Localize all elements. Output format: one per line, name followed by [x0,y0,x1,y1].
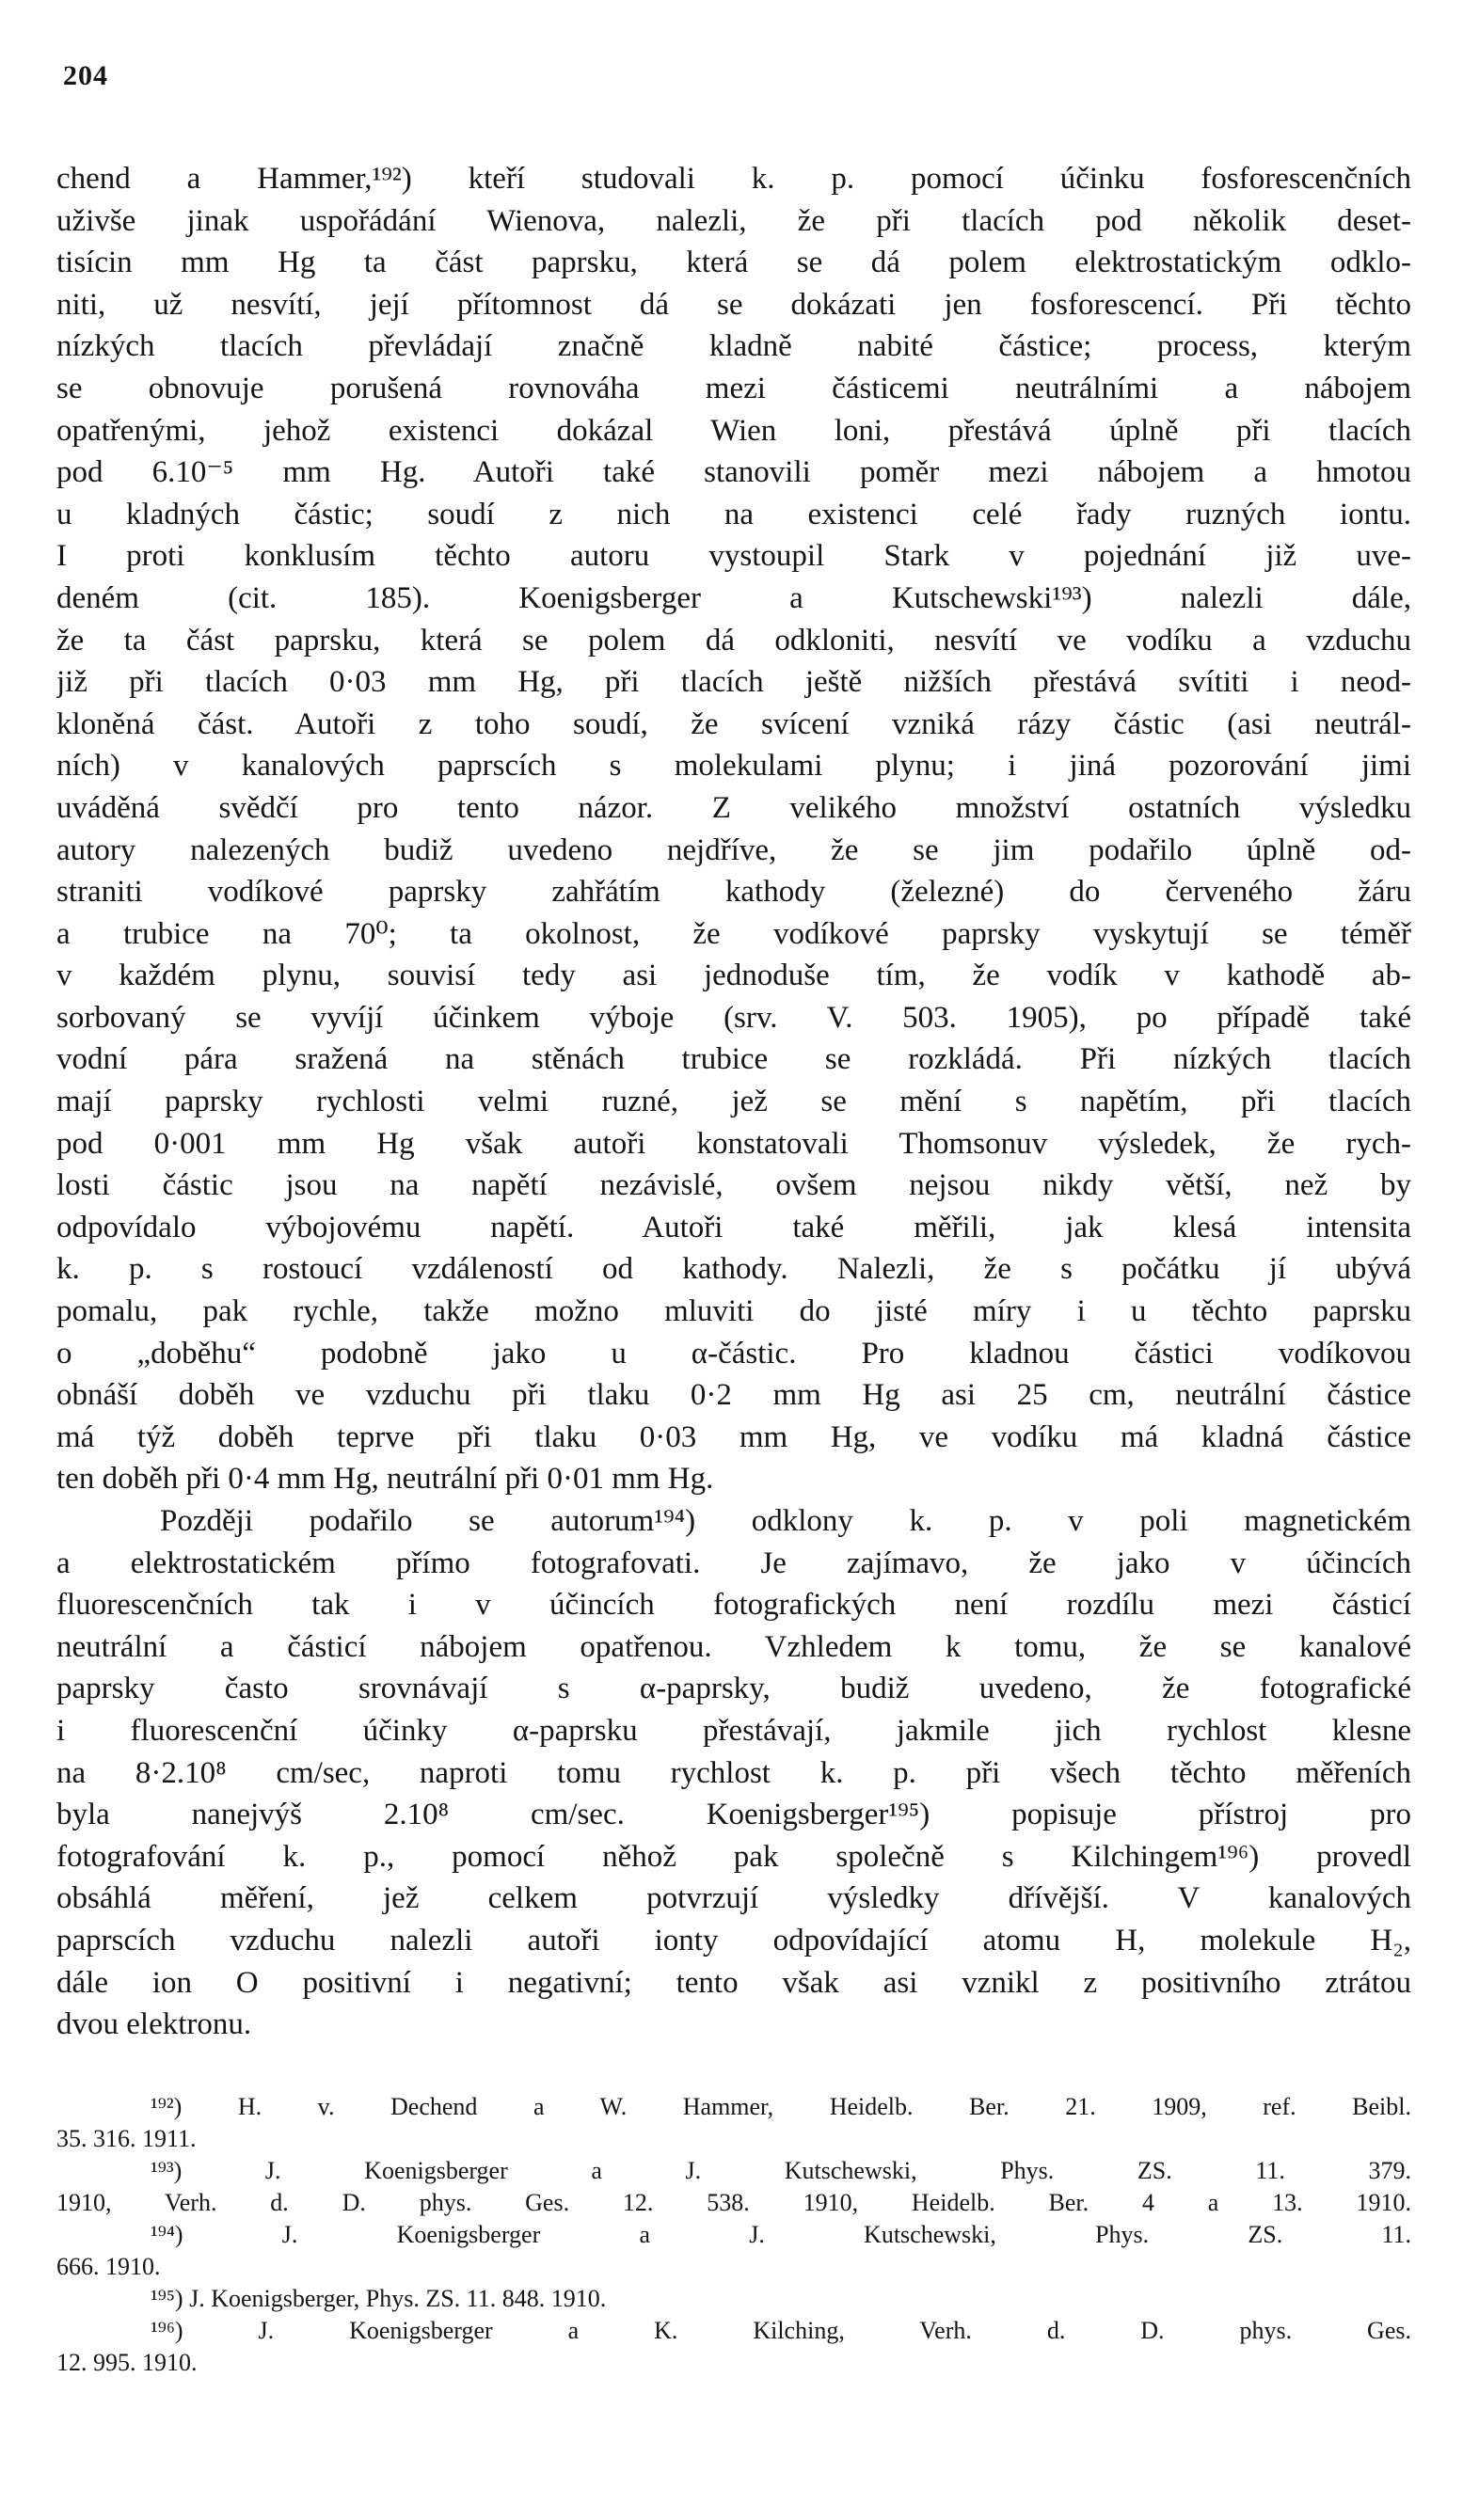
text-line: a elektrostatickém přímo fotografovati. Je zajímavo, že jako v účincích [56,1545,1411,1580]
text-line: I proti konklusím těchto autoru vystoupil Stark v pojednání již uve- [56,539,1411,574]
text-line: straniti vodíkové paprsky zahřátím kathody (železné) do červeného žáru [56,875,1411,910]
text-line: vodní pára sražená na stěnách trubice se rozkládá. Při nízkých tlacích [56,1042,1411,1077]
text-line: i fluorescenční účinky α-paprsku přestávají, jakmile jich rychlost klesne [56,1713,1411,1748]
text-line: byla nanejvýš 2.10⁸ cm/sec. Koenigsberger¹⁹⁵) popisuje přístroj pro [56,1798,1411,1832]
text-line: k. p. s rostoucí vzdáleností od kathody. Nalezli, že s počátku jí ubývá [56,1252,1411,1287]
text-line: odpovídalo výbojovému napětí. Autoři také měřili, jak klesá intensita [56,1210,1411,1244]
footnote-line: ¹⁹⁵) J. Koenigsberger, Phys. ZS. 11. 848. 1910. [151,2285,607,2312]
text-line: mají paprsky rychlosti velmi ruzné, jež se mění s napětím, při tlacích [56,1085,1411,1119]
footnotes [56,2091,1411,2379]
text-line: se obnovuje porušená rovnováha mezi částicemi neutrálními a nábojem [56,371,1411,405]
text-line: pod 6.10⁻⁵ mm Hg. Autoři také stanovili poměr mezi nábojem a hmotou [56,455,1411,490]
text-line: fluorescenčních tak i v účincích fotografických není rozdílu mezi částicí [56,1588,1411,1623]
text-line: má týž doběh teprve při tlaku 0·03 mm Hg, ve vodíku má kladná částice [56,1419,1411,1454]
text-line: uživše jinak uspořádání Wienova, nalezli, že při tlacích pod několik deset- [56,203,1411,238]
text-line: nízkých tlacích převládají značně kladně nabité částice; process, kterým [56,329,1411,364]
text-line: pomalu, pak rychle, takže možno mluviti do jisté míry i u těchto paprsku [56,1294,1411,1329]
text-line: neutrální a částicí nábojem opatřenou. Vzhledem k tomu, že se kanalové [56,1629,1411,1664]
text-line: a trubice na 70⁰; ta okolnost, že vodíkové paprsky vyskytují se téměř [56,916,1411,951]
text-line: ních) v kanalových paprscích s molekulami plynu; i jiná pozorování jimi [56,749,1411,784]
text-line: obnáší doběh ve vzduchu při tlaku 0·2 mm Hg asi 25 cm, neutrální částice [56,1378,1411,1413]
text-line: fotografování k. p., pomocí něhož pak společně s Kilchingem¹⁹⁶) provedl [56,1839,1411,1874]
text-line: že ta část paprsku, která se polem dá odkloniti, nesvítí ve vodíku a vzduchu [56,623,1411,658]
page-number: 204 [63,60,108,91]
text-line: dvou elektronu. [56,2007,252,2042]
footnote-line: ¹⁹⁴) J. Koenigsberger a J. Kutschewski, Phys. ZS. 11. [151,2221,1411,2248]
text-line: autory nalezených budiž uvedeno nejdříve, že se jim podařilo úplně od- [56,832,1411,867]
body-text [56,158,1411,2046]
footnote-line: 12. 995. 1910. [56,2349,198,2376]
footnote-line: 35. 316. 1911. [56,2125,197,2152]
text-line: uváděná svědčí pro tento názor. Z velikého množství ostatních výsledku [56,790,1411,825]
text-line: ten doběh při 0·4 mm Hg, neutrální při 0·01 mm Hg. [56,1462,714,1497]
text-line: obsáhlá měření, jež celkem potvrzují výsledky dřívější. V kanalových [56,1881,1411,1916]
text-line: u kladných částic; soudí z nich na existenci celé řady ruzných iontu. [56,497,1411,531]
text-line: paprscích vzduchu nalezli autoři ionty odpovídající atomu H, molekule H₂, [56,1923,1411,1957]
footnote-line: ¹⁹²) H. v. Dechend a W. Hammer, Heidelb. Ber. 21. 1909, ref. Beibl. [151,2093,1411,2120]
text-line: Později podařilo se autorum¹⁹⁴) odklony k. p. v poli magnetickém [160,1504,1411,1538]
footnote-line: 1910, Verh. d. D. phys. Ges. 12. 538. 1910, Heidelb. Ber. 4 a 13. 1910. [56,2189,1411,2216]
text-line: opatřenými, jehož existenci dokázal Wien loni, přestává úplně při tlacích [56,413,1411,448]
text-line: paprsky často srovnávají s α-paprsky, budiž uvedeno, že fotografické [56,1672,1411,1706]
text-line: chend a Hammer,¹⁹²) kteří studovali k. p. pomocí účinku fosforescenčních [56,162,1411,196]
text-line: již při tlacích 0·03 mm Hg, při tlacích ještě nižších přestává svítiti i neod- [56,665,1411,700]
text-line: dále ion O positivní i negativní; tento však asi vznikl z positivního ztrátou [56,1965,1411,2000]
text-line: kloněná část. Autoři z toho soudí, že svícení vzniká rázy částic (asi neutrál- [56,706,1411,741]
footnote-line: 666. 1910. [56,2253,161,2280]
text-line: pod 0·001 mm Hg však autoři konstatovali Thomsonuv výsledek, že rych- [56,1126,1411,1161]
text-line: tisícin mm Hg ta část paprsku, která se dá polem elektrostatickým odklo- [56,246,1411,280]
text-line: na 8·2.10⁸ cm/sec, naproti tomu rychlost k. p. při všech těchto měřeních [56,1755,1411,1790]
text-line: niti, už nesvítí, její přítomnost dá se dokázati jen fosforescencí. Při těchto [56,287,1411,322]
text-line: v každém plynu, souvisí tedy asi jednoduše tím, že vodík v kathodě ab- [56,959,1411,993]
text-line: o „doběhu“ podobně jako u α-částic. Pro kladnou částici vodíkovou [56,1336,1411,1371]
text-line: losti částic jsou na napětí nezávislé, ovšem nejsou nikdy větší, než by [56,1168,1411,1203]
text-line: deném (cit. 185). Koenigsberger a Kutschewski¹⁹³) nalezli dále, [56,580,1411,615]
footnote-line: ¹⁹³) J. Koenigsberger a J. Kutschewski, Phys. ZS. 11. 379. [151,2157,1411,2184]
footnote-line: ¹⁹⁶) J. Koenigsberger a K. Kilching, Verh. d. D. phys. Ges. [151,2317,1411,2344]
text-line: sorbovaný se vyvíjí účinkem výboje (srv. V. 503. 1905), po případě také [56,1000,1411,1035]
